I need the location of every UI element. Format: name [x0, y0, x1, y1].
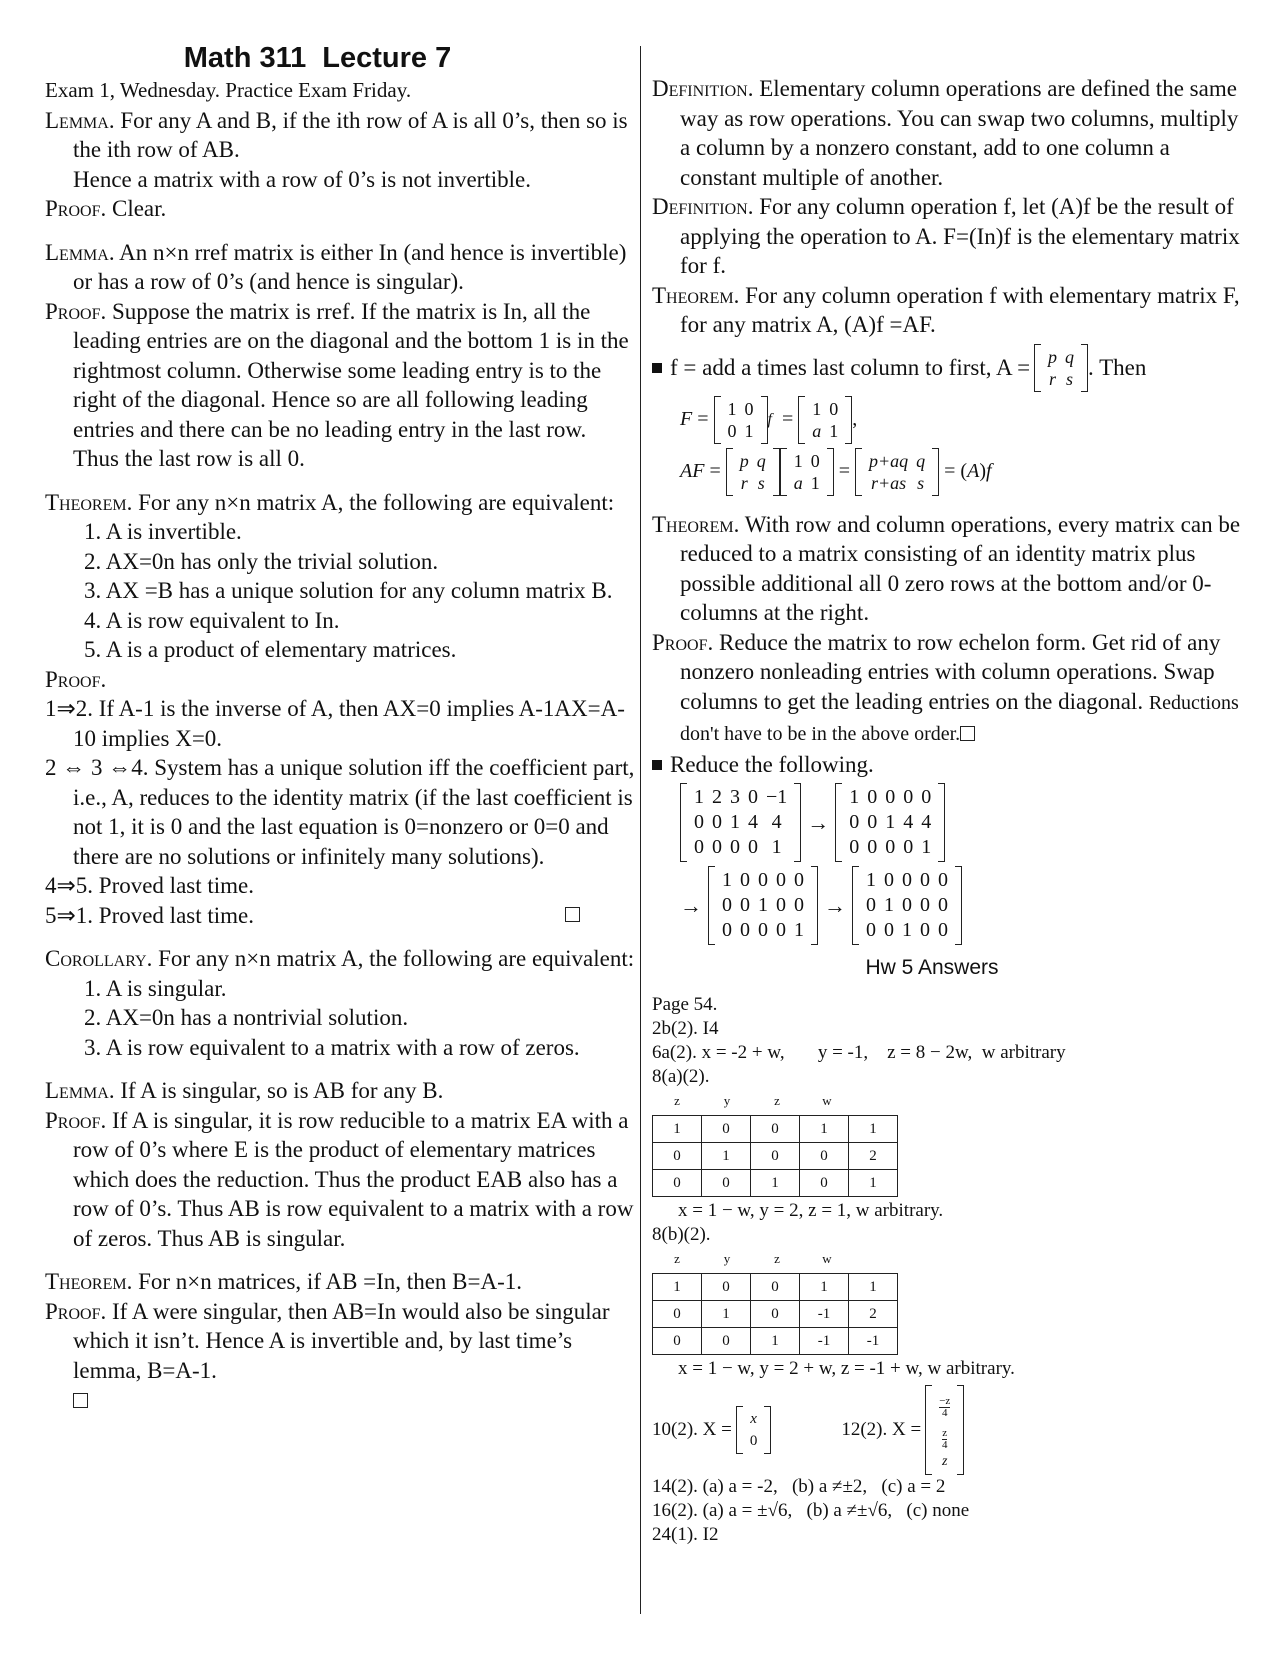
left-column [45, 40, 635, 1415]
column-label: y [723, 1092, 731, 1108]
proof-3-end [45, 901, 635, 931]
theorem-1 [45, 488, 635, 518]
lemma-3 [45, 1076, 635, 1106]
answer-6a: 6a(2). x = -2 + w, y = -1, z = 8 − 2w, w arbitrary [652, 1041, 1066, 1063]
reduce-line [652, 750, 1242, 780]
table-cell: 1 [849, 1169, 898, 1196]
table-cell: 0 [653, 1300, 702, 1327]
proof-1-text: Clear. [111, 196, 167, 221]
definition-2 [652, 192, 1242, 281]
identity-matrix: 1 0 0 1 [714, 396, 768, 444]
table-cell: 1 [702, 1300, 751, 1327]
list-item: 2. AX=0n has a nontrivial solution. [84, 1005, 409, 1030]
table-row [653, 1300, 898, 1327]
proof-label: Proof. [45, 1107, 107, 1133]
lemma-2 [45, 238, 635, 297]
table-cell: 1 [800, 1273, 849, 1300]
table-row [653, 1142, 898, 1169]
answer-14: 14(2). (a) a = -2, (b) a ≠±2, (c) a = 2 [652, 1475, 946, 1497]
proof-6-text: Reduce the matrix to row echelon form. Get rid of any nonzero nonleading entries with column operations. Swap columns to get the leading entries on the diagonal. [680, 629, 1221, 714]
theorem-label: Theorem. [45, 1269, 133, 1294]
arrow-right-icon: → [824, 892, 846, 918]
answer-24: 24(1). I2 [652, 1523, 719, 1545]
bullet-icon [652, 363, 662, 373]
table-cell: 0 [751, 1142, 800, 1169]
table-cell: 0 [653, 1142, 702, 1169]
table-cell: 0 [702, 1327, 751, 1354]
definition-1-text: Elementary column operations are defined the same way as row operations. You can swap two columns, multiply a column by a nonzero constant, add to one column a constant multiple of another. [680, 76, 1239, 190]
column-label: z [674, 1250, 680, 1266]
table-cell: 1 [751, 1327, 800, 1354]
proof-label: Proof. [45, 298, 107, 324]
proof-5-text: If A were singular, then AB=In would also be singular which it isn’t. Hence A is invertible and, by last time’s lemma, B=A-1. [73, 1298, 610, 1383]
column-label: w [822, 1250, 832, 1266]
answer-10: 10(2). X = [652, 1418, 732, 1440]
definition-label: Definition. [652, 194, 754, 219]
theorem-1-text: For any n×n matrix A, the following are equivalent: [138, 489, 615, 515]
definition-2-text: For any column operation f, let (A)f be the result of applying the operation to A. F=(In)f is the elementary matrix for f. [680, 194, 1240, 278]
af-line: AF = p q r s 1 0 a 1 = p+aq q r+as s = ( A ) f [680, 448, 1242, 496]
list-item: 4. A is row equivalent to In. [84, 607, 340, 633]
example-then: . Then [1088, 354, 1147, 380]
answer-8b: 8(b)(2). [652, 1223, 711, 1245]
proof-3-label: Proof. [45, 666, 107, 692]
lemma-1-hence: Hence a matrix with a row of 0’s is not invertible. [73, 166, 531, 192]
lecture-title: Lecture 7 [322, 42, 452, 74]
proof-label: Proof. [45, 1298, 107, 1324]
table-b-labels [652, 1247, 1242, 1271]
answer-10-matrix: x 0 [736, 1406, 772, 1454]
proof-4-text: If A is singular, it is row reducible to a matrix EA with a row of 0’s where E is the product of elementary matrices which does the reduction. Thus the product EAB also has a row of 0’s. Thus AB is row equivalent to a matrix with a row of zeros. Thus AB is singular. [73, 1107, 634, 1251]
answer-12: 12(2). X = [841, 1418, 922, 1440]
arrow-right-icon: → [807, 809, 830, 835]
course-title: Math 311 [183, 42, 307, 74]
example-text: f = add a times last column to first, A = [670, 354, 1031, 380]
column-label: z [774, 1092, 780, 1108]
table-cell: 0 [702, 1115, 751, 1142]
lemma-label: Lemma. [45, 239, 115, 265]
theorem-label: Theorem. [45, 489, 133, 515]
table-cell: 0 [751, 1115, 800, 1142]
corollary [45, 944, 635, 974]
theorem-3 [652, 281, 1242, 340]
table-row [653, 1169, 898, 1196]
bullet-icon [652, 760, 662, 770]
table-cell: 0 [800, 1169, 849, 1196]
table-row [653, 1273, 898, 1300]
reduction-row-2 [674, 866, 1242, 945]
proof-1 [45, 194, 635, 224]
f-matrix-line: F = 1 0 0 1 f = 1 0 a 1 , [680, 396, 1242, 444]
list-item: 3. A is row equivalent to a matrix with a row of zeros. [84, 1034, 580, 1060]
column-label: y [723, 1250, 731, 1266]
lemma-label: Lemma. [45, 1078, 115, 1103]
table-cell: 0 [751, 1300, 800, 1327]
proof-2-text: Suppose the matrix is rref. If the matrix is In, all the leading entries are on the diagonal and the bottom 1 is in the rightmost column. Otherwise some leading entry is to the right of the diagonal. Hence so are all following leading entries and there can be no leading entry in the last row. Thus the last row is all 0. [73, 298, 629, 471]
table-row [653, 1115, 898, 1142]
table-cell: 1 [653, 1273, 702, 1300]
qed-box-icon [73, 1393, 88, 1408]
matrix-a: p q r s [1034, 344, 1088, 392]
corollary-text: For any n×n matrix A, the following are equivalent: [158, 946, 635, 971]
theorem-2 [45, 1267, 635, 1297]
elementary-matrix: 1 0 a 1 [780, 448, 834, 496]
list-item: 1. A is invertible. [84, 519, 242, 544]
theorem-1-list [45, 517, 635, 665]
solution-b: x = 1 − w, y = 2 + w, z = -1 + w, w arbitrary. [678, 1357, 1015, 1379]
table-cell: 0 [653, 1169, 702, 1196]
proof-6-note: Reductions don't have to be in the above order. [680, 691, 1239, 745]
theorem-3-text: For any column operation f with elementary matrix F, for any matrix A, (A)f =AF. [680, 282, 1240, 337]
proof-3-line: 4⇒5. Proved last time. [45, 873, 254, 898]
table-cell: -1 [800, 1327, 849, 1354]
matrix: 1 0 0 0 0 0 0 1 0 0 0 0 0 0 1 [708, 866, 818, 945]
answer-10-12 [652, 1385, 1242, 1475]
table-cell: -1 [800, 1300, 849, 1327]
proof-6 [652, 628, 1242, 750]
hw-heading: Hw 5 Answers [865, 956, 999, 979]
theorem-2-text: For n×n matrices, if AB =In, then B=A-1. [138, 1269, 522, 1294]
table-cell: 0 [653, 1327, 702, 1354]
matrix-a: p q r s [726, 448, 780, 496]
list-item: 1. A is singular. [84, 975, 227, 1001]
proof-5 [45, 1297, 635, 1386]
answer-16: 16(2). (a) a = ±√6, (b) a ≠±√6, (c) none [652, 1499, 970, 1521]
proof-label: Proof. [652, 629, 714, 655]
table-cell: 1 [800, 1115, 849, 1142]
proof-4 [45, 1106, 635, 1254]
reduce-text: Reduce the following. [670, 751, 874, 777]
table-cell: 1 [849, 1273, 898, 1300]
column-label: z [774, 1250, 780, 1266]
lemma-1 [45, 106, 635, 165]
list-item: 3. AX =B has a unique solution for any column matrix B. [84, 578, 613, 603]
definition-1 [652, 74, 1242, 192]
matrix: 1 0 0 0 0 0 0 1 4 4 0 0 0 0 1 [835, 783, 945, 862]
table-cell: 1 [653, 1115, 702, 1142]
list-item: 5. A is a product of elementary matrices. [84, 637, 457, 662]
right-column [652, 74, 1242, 1547]
solution-a: x = 1 − w, y = 2, z = 1, w arbitrary. [678, 1199, 944, 1221]
answer-page: Page 54. [652, 993, 718, 1015]
qed-box-icon [565, 907, 580, 922]
table-cell: -1 [849, 1327, 898, 1354]
answer-8a: 8(a)(2). [652, 1065, 710, 1087]
qed-box-icon [960, 726, 975, 741]
answer-2b: 2b(2). I4 [652, 1017, 719, 1039]
exam-note: Exam 1, Wednesday. Practice Exam Friday. [45, 78, 412, 102]
definition-label: Definition. [652, 76, 754, 101]
table-cell: 0 [702, 1273, 751, 1300]
table-cell: 1 [702, 1142, 751, 1169]
corollary-label: Corollary. [45, 946, 153, 971]
table-a-labels [652, 1089, 1242, 1113]
hw-answers [652, 993, 1242, 1547]
column-label: w [822, 1092, 832, 1108]
corollary-list [45, 974, 635, 1063]
theorem-label: Theorem. [652, 511, 740, 537]
lemma-1-text: For any A and B, if the ith row of A is all 0’s, then so is the ith row of AB. [73, 107, 628, 162]
table-cell: 2 [849, 1142, 898, 1169]
table-row [653, 1327, 898, 1354]
lemma-2-text: An n×n rref matrix is either In (and hence is invertible) or has a row of 0’s (and hence is singular). [73, 239, 627, 294]
augmented-table-a [652, 1115, 898, 1197]
proof-5-qed [45, 1385, 635, 1415]
table-cell: 1 [849, 1115, 898, 1142]
proof-2 [45, 297, 635, 474]
proof-label: Proof. [45, 196, 107, 221]
matrix: 1 0 0 0 0 0 1 0 0 0 0 0 1 0 0 [852, 866, 962, 945]
lemma-label: Lemma. [45, 107, 115, 133]
column-divider [640, 46, 641, 1614]
theorem-label: Theorem. [652, 282, 740, 308]
elementary-matrix: 1 0 a 1 [798, 396, 852, 444]
table-cell: 1 [751, 1169, 800, 1196]
list-item: 2. AX=0n has only the trivial solution. [84, 548, 439, 574]
augmented-table-b [652, 1273, 898, 1355]
page-title [45, 40, 590, 76]
reduction-row-1 [680, 783, 1242, 862]
table-cell: 2 [849, 1300, 898, 1327]
example-line [652, 344, 1242, 392]
matrix: 1 2 3 0 −1 0 0 1 4 4 0 0 0 0 1 [680, 783, 801, 862]
answer-12-matrix: $\frac{-z}{4}$ $\frac{z}{4}$ z [925, 1385, 964, 1475]
column-label: z [674, 1092, 680, 1108]
proof-3-line: 1⇒2. If A-1 is the inverse of A, then AX=0 implies A-1AX=A-10 implies X=0. [45, 696, 625, 751]
arrow-right-icon: → [680, 892, 702, 918]
result-matrix: p+aq q r+as s [855, 448, 939, 496]
theorem-4 [652, 510, 1242, 628]
table-cell: 0 [751, 1273, 800, 1300]
proof-3-line: 5⇒1. Proved last time. [45, 902, 254, 928]
table-cell: 0 [800, 1142, 849, 1169]
table-cell: 0 [702, 1169, 751, 1196]
lemma-3-text: If A is singular, so is AB for any B. [120, 1078, 444, 1103]
proof-3-line: 2 ⇔ 3 ⇔4. System has a unique solution iff the coefficient part, i.e., A, reduces to the identity matrix (if the last coefficient is not 1, it is 0 and the last equation is 0=nonzero or 0=0 and there are no solutions or infinitely many solutions). [45, 755, 635, 869]
theorem-4-text: With row and column operations, every matrix can be reduced to a matrix consisting of an identity matrix plus possible additional all 0 zero rows at the bottom and/or 0-columns at the right. [680, 511, 1241, 625]
